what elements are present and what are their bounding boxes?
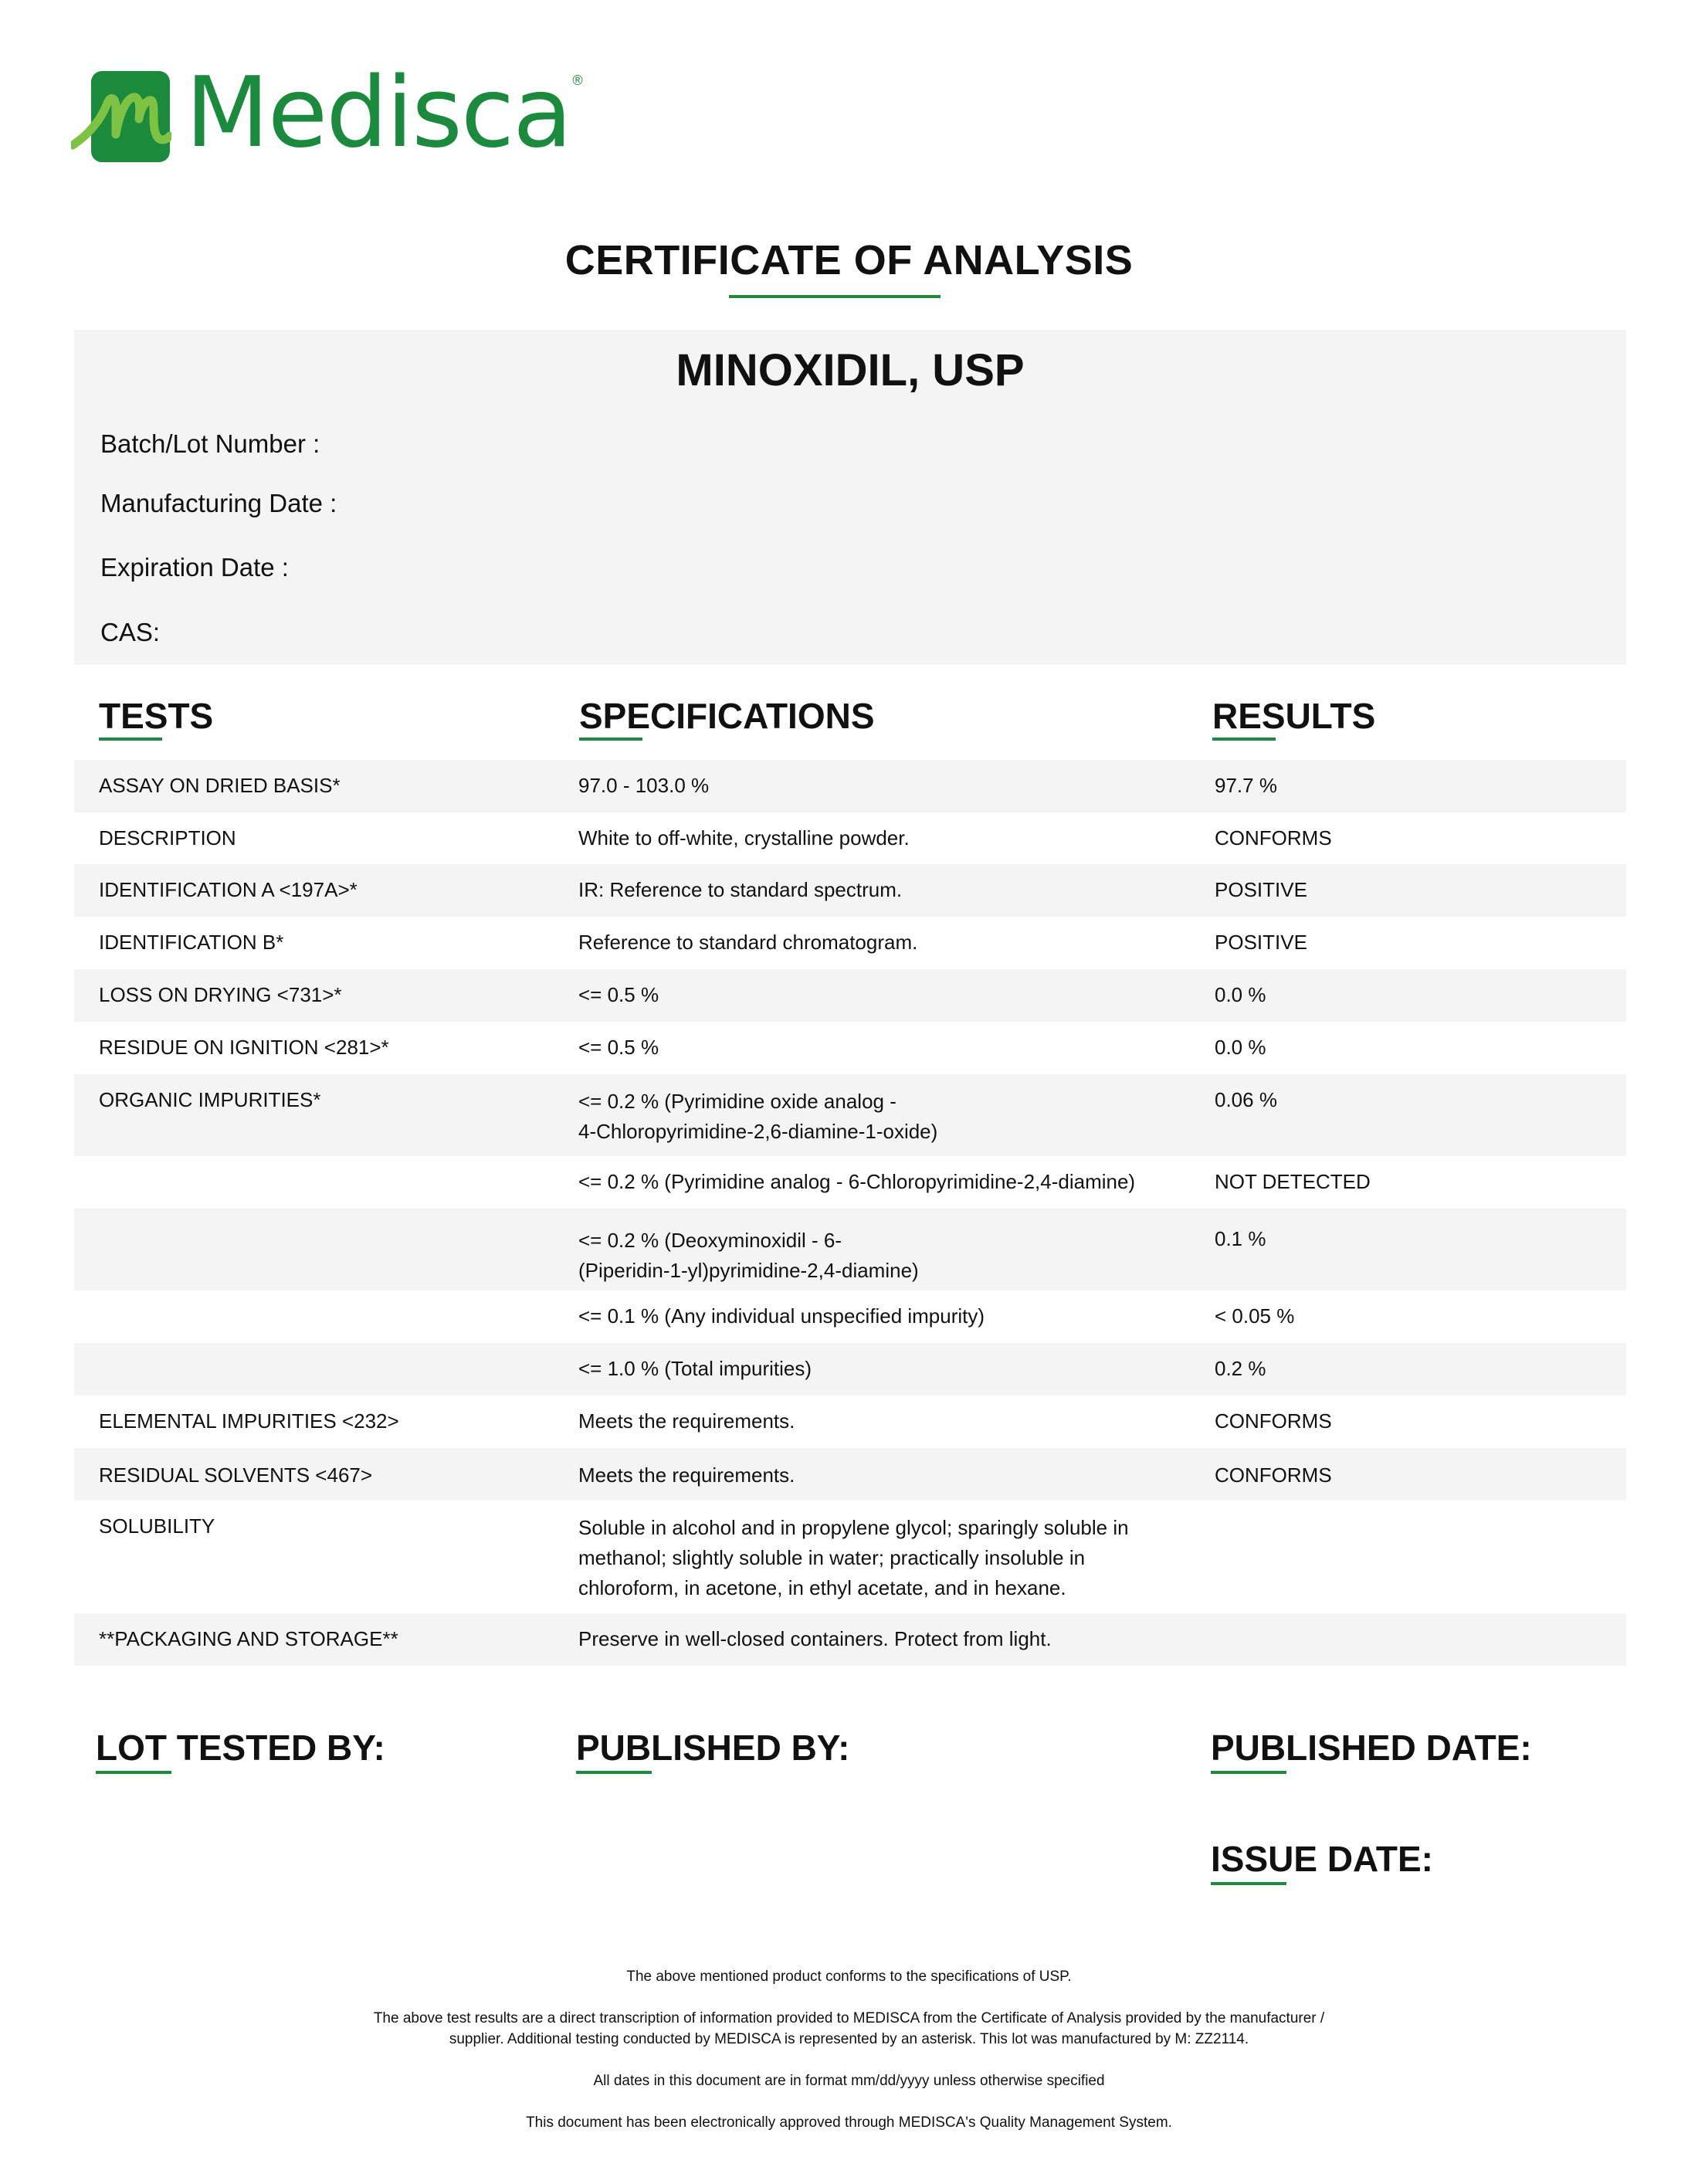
specification: <= 0.5 % xyxy=(578,1036,659,1059)
test-name: LOSS ON DRYING <731>* xyxy=(99,983,342,1006)
specification: Meets the requirements. xyxy=(578,1463,795,1487)
specification xyxy=(578,1513,1196,1603)
specification: IR: Reference to standard spectrum. xyxy=(578,878,903,901)
test-name: RESIDUE ON IGNITION <281>* xyxy=(99,1036,389,1059)
specification: 97.0 - 103.0 % xyxy=(578,774,710,797)
table-row xyxy=(74,1396,1626,1448)
specification-line: chloroform, in acetone, in ethyl acetate, and in hexane. xyxy=(578,1576,1066,1599)
medisca-logo xyxy=(71,56,583,169)
result: CONFORMS xyxy=(1215,1463,1332,1487)
lot-tested-by-underline xyxy=(96,1771,171,1774)
published-date-underline xyxy=(1211,1771,1286,1774)
results-heading: RESULTS xyxy=(1212,696,1376,736)
product-name: MINOXIDIL, USP xyxy=(676,345,1025,395)
table-row xyxy=(74,1209,1626,1290)
specification-line: <= 0.2 % (Deoxyminoxidil - 6- xyxy=(578,1229,842,1252)
table-row xyxy=(74,969,1626,1022)
manufacturing-date-label: Manufacturing Date : xyxy=(100,489,337,517)
lot-tested-by-heading: LOT TESTED BY: xyxy=(96,1728,385,1768)
test-name: DESCRIPTION xyxy=(99,826,236,850)
test-name: ELEMENTAL IMPURITIES <232> xyxy=(99,1409,399,1433)
issue-date-underline xyxy=(1211,1882,1286,1885)
brand-name: Medisca xyxy=(185,56,571,169)
result: POSITIVE xyxy=(1215,931,1307,954)
results-underline xyxy=(1212,738,1276,741)
specification: Meets the requirements. xyxy=(578,1409,795,1433)
published-by-underline xyxy=(576,1771,652,1774)
result: NOT DETECTED xyxy=(1215,1170,1371,1193)
certificate-title: CERTIFICATE OF ANALYSIS xyxy=(564,237,1134,283)
table-row xyxy=(74,917,1626,969)
issue-date-heading: ISSUE DATE: xyxy=(1211,1839,1433,1879)
specification xyxy=(578,1226,1196,1286)
transcription-note-line-2: supplier. Additional testing conducted by MEDISCA is represented by an asterisk. This lot was manufactured by M: ZZ2114. xyxy=(449,2031,1249,2047)
published-date-heading: PUBLISHED DATE: xyxy=(1211,1728,1532,1768)
title-underline xyxy=(729,295,941,298)
table-row xyxy=(74,1290,1626,1343)
result: CONFORMS xyxy=(1215,1409,1332,1433)
published-by-heading: PUBLISHED BY: xyxy=(576,1728,850,1768)
date-format-note: All dates in this document are in format mm/dd/yyyy unless otherwise specified xyxy=(593,2073,1105,2089)
table-row xyxy=(74,864,1626,917)
table-row xyxy=(74,1343,1626,1396)
specification-line: <= 0.2 % (Pyrimidine oxide analog - xyxy=(578,1090,896,1113)
test-name: SOLUBILITY xyxy=(99,1514,215,1538)
specification: <= 0.5 % xyxy=(578,983,659,1006)
specification: Preserve in well-closed containers. Protect from light. xyxy=(578,1627,1052,1650)
transcription-note-line-1: The above test results are a direct transcription of information provided to MEDISCA from the Certificate of Analysis provided by the manufacturer / xyxy=(373,2010,1325,2026)
table-row xyxy=(74,1613,1626,1666)
result: 97.7 % xyxy=(1215,774,1277,797)
table-row xyxy=(74,812,1626,864)
result: CONFORMS xyxy=(1215,826,1332,850)
test-name: IDENTIFICATION B* xyxy=(99,931,284,954)
registered-mark: ® xyxy=(572,72,583,88)
specifications-underline xyxy=(579,738,642,741)
table-row xyxy=(74,1448,1626,1501)
table-row xyxy=(74,1501,1626,1613)
result: 0.06 % xyxy=(1215,1088,1277,1111)
specification: <= 0.2 % (Pyrimidine analog - 6-Chloropyrimidine-2,4-diamine) xyxy=(578,1170,1136,1193)
test-name: ASSAY ON DRIED BASIS* xyxy=(99,774,341,797)
specification-line: Soluble in alcohol and in propylene glycol; sparingly soluble in xyxy=(578,1516,1129,1539)
medisca-m-icon xyxy=(71,70,171,165)
test-name: RESIDUAL SOLVENTS <467> xyxy=(99,1463,373,1487)
result: 0.1 % xyxy=(1215,1227,1266,1250)
table-row xyxy=(74,1022,1626,1074)
batch-lot-label: Batch/Lot Number : xyxy=(100,429,320,458)
result: 0.0 % xyxy=(1215,983,1266,1006)
specification-line: 4-Chloropyrimidine-2,6-diamine-1-oxide) xyxy=(578,1120,938,1143)
result: < 0.05 % xyxy=(1215,1304,1295,1328)
specification-line: (Piperidin-1-yl)pyrimidine-2,4-diamine) xyxy=(578,1259,919,1282)
specification: Reference to standard chromatogram. xyxy=(578,931,918,954)
specification: White to off-white, crystalline powder. xyxy=(578,826,910,850)
approval-note: This document has been electronically approved through MEDISCA's Quality Management System. xyxy=(526,2114,1172,2131)
expiration-date-label: Expiration Date : xyxy=(100,553,289,582)
specification-line: methanol; slightly soluble in water; practically insoluble in xyxy=(578,1546,1086,1569)
tests-heading: TESTS xyxy=(99,696,214,736)
test-name: ORGANIC IMPURITIES* xyxy=(99,1088,321,1111)
conformance-note: The above mentioned product conforms to the specifications of USP. xyxy=(626,1969,1072,1985)
result: POSITIVE xyxy=(1215,878,1307,901)
specification: <= 1.0 % (Total impurities) xyxy=(578,1357,812,1380)
test-name: IDENTIFICATION A <197A>* xyxy=(99,878,358,901)
result: 0.0 % xyxy=(1215,1036,1266,1059)
result: 0.2 % xyxy=(1215,1357,1266,1380)
specification xyxy=(578,1087,1196,1147)
table-row xyxy=(74,760,1626,812)
table-row xyxy=(74,1074,1626,1156)
cas-label: CAS: xyxy=(100,618,161,646)
specification: <= 0.1 % (Any individual unspecified impurity) xyxy=(578,1304,985,1328)
tests-underline xyxy=(99,738,162,741)
specifications-heading: SPECIFICATIONS xyxy=(579,696,875,736)
table-row xyxy=(74,1156,1626,1209)
test-name: **PACKAGING AND STORAGE** xyxy=(99,1627,398,1650)
